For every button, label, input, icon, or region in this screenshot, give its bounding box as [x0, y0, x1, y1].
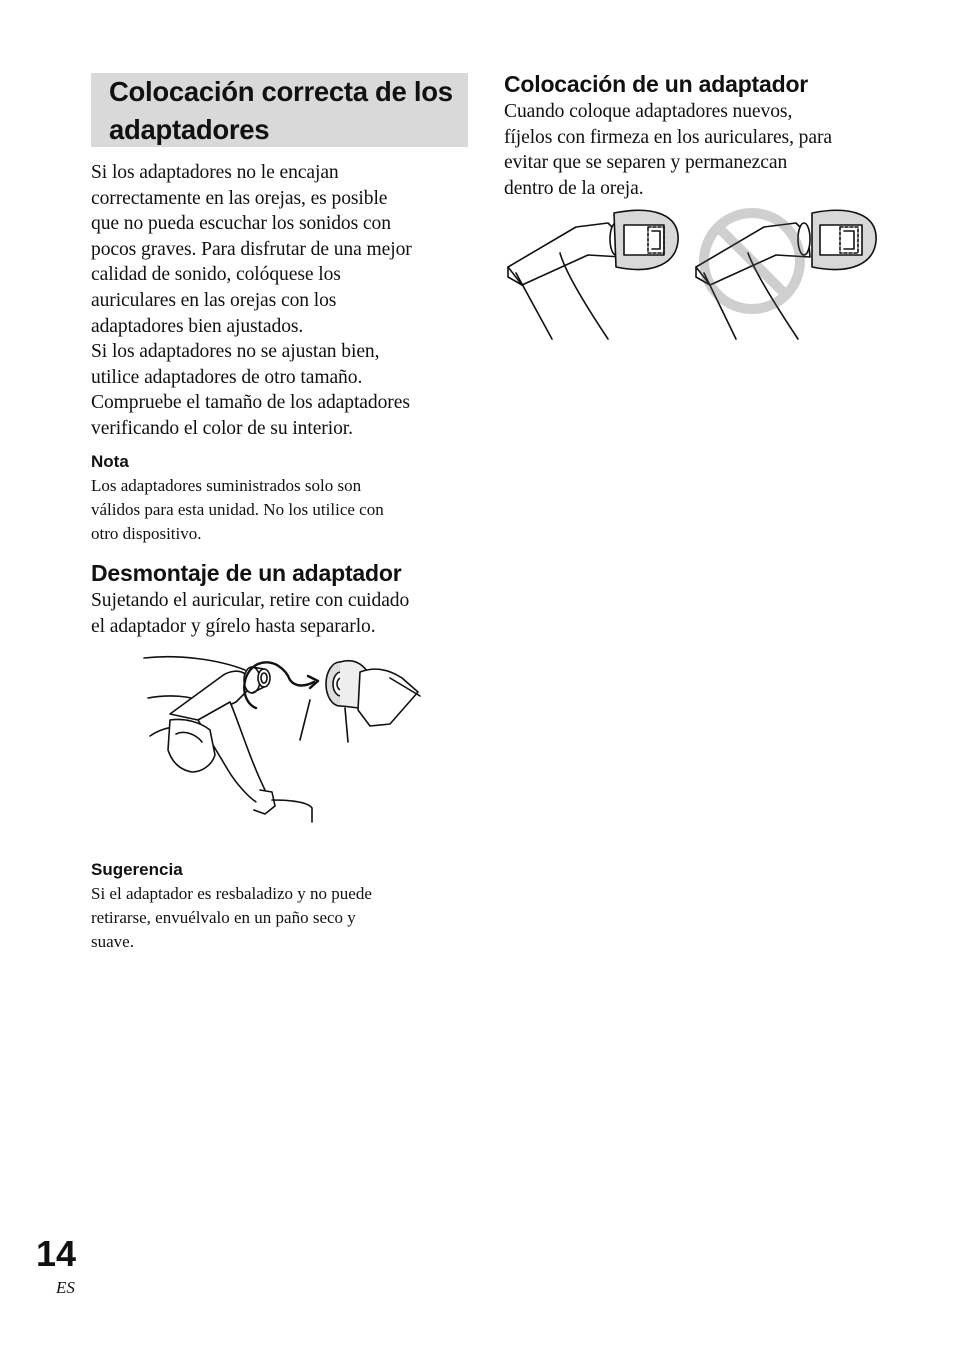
tip-title: Sugerencia [91, 860, 183, 879]
removal-heading: Desmontaje de un adaptador [91, 560, 402, 586]
removal-illustration [140, 650, 425, 835]
language-code: ES [56, 1278, 75, 1297]
tip-text: Si el adaptador es resbaladizo y no puede retirarse, envuélvalo en un paño seco y suave. [91, 884, 372, 951]
correct-fit-drawing [508, 210, 678, 339]
section-title: Colocación correcta de los adaptadores [109, 76, 453, 145]
section-title-banner [91, 73, 468, 147]
note-title: Nota [91, 452, 129, 471]
removal-text: Sujetando el auricular, retire con cuidado el adaptador y gírelo hasta separarlo. [91, 590, 410, 637]
attaching-text: Cuando coloque adaptadores nuevos, fíjelos con firmeza en los auriculares, para evitar que se separen y permanezcan dentro de la oreja. [504, 101, 832, 199]
intro-paragraph: Si los adaptadores no le encajan correctamente en las orejas, es posible que no pueda escuchar los sonidos con pocos graves. Para disfrutar de una mejor calidad de sonido, colóquese los auriculares en las orejas con los adaptadores bien ajustados. Si los adaptadores no se ajustan bien, utilice adaptadores de otro tamaño. Compruebe el tamaño de los adaptadores verificando el color de su interior. [91, 162, 412, 439]
attaching-heading: Colocación de un adaptador [504, 71, 809, 97]
attaching-illustration [504, 205, 884, 345]
note-text: Los adaptadores suministrados solo son válidos para esta unidad. No los utilice con otro dispositivo. [91, 476, 384, 543]
page-number: 14 [36, 1233, 77, 1274]
